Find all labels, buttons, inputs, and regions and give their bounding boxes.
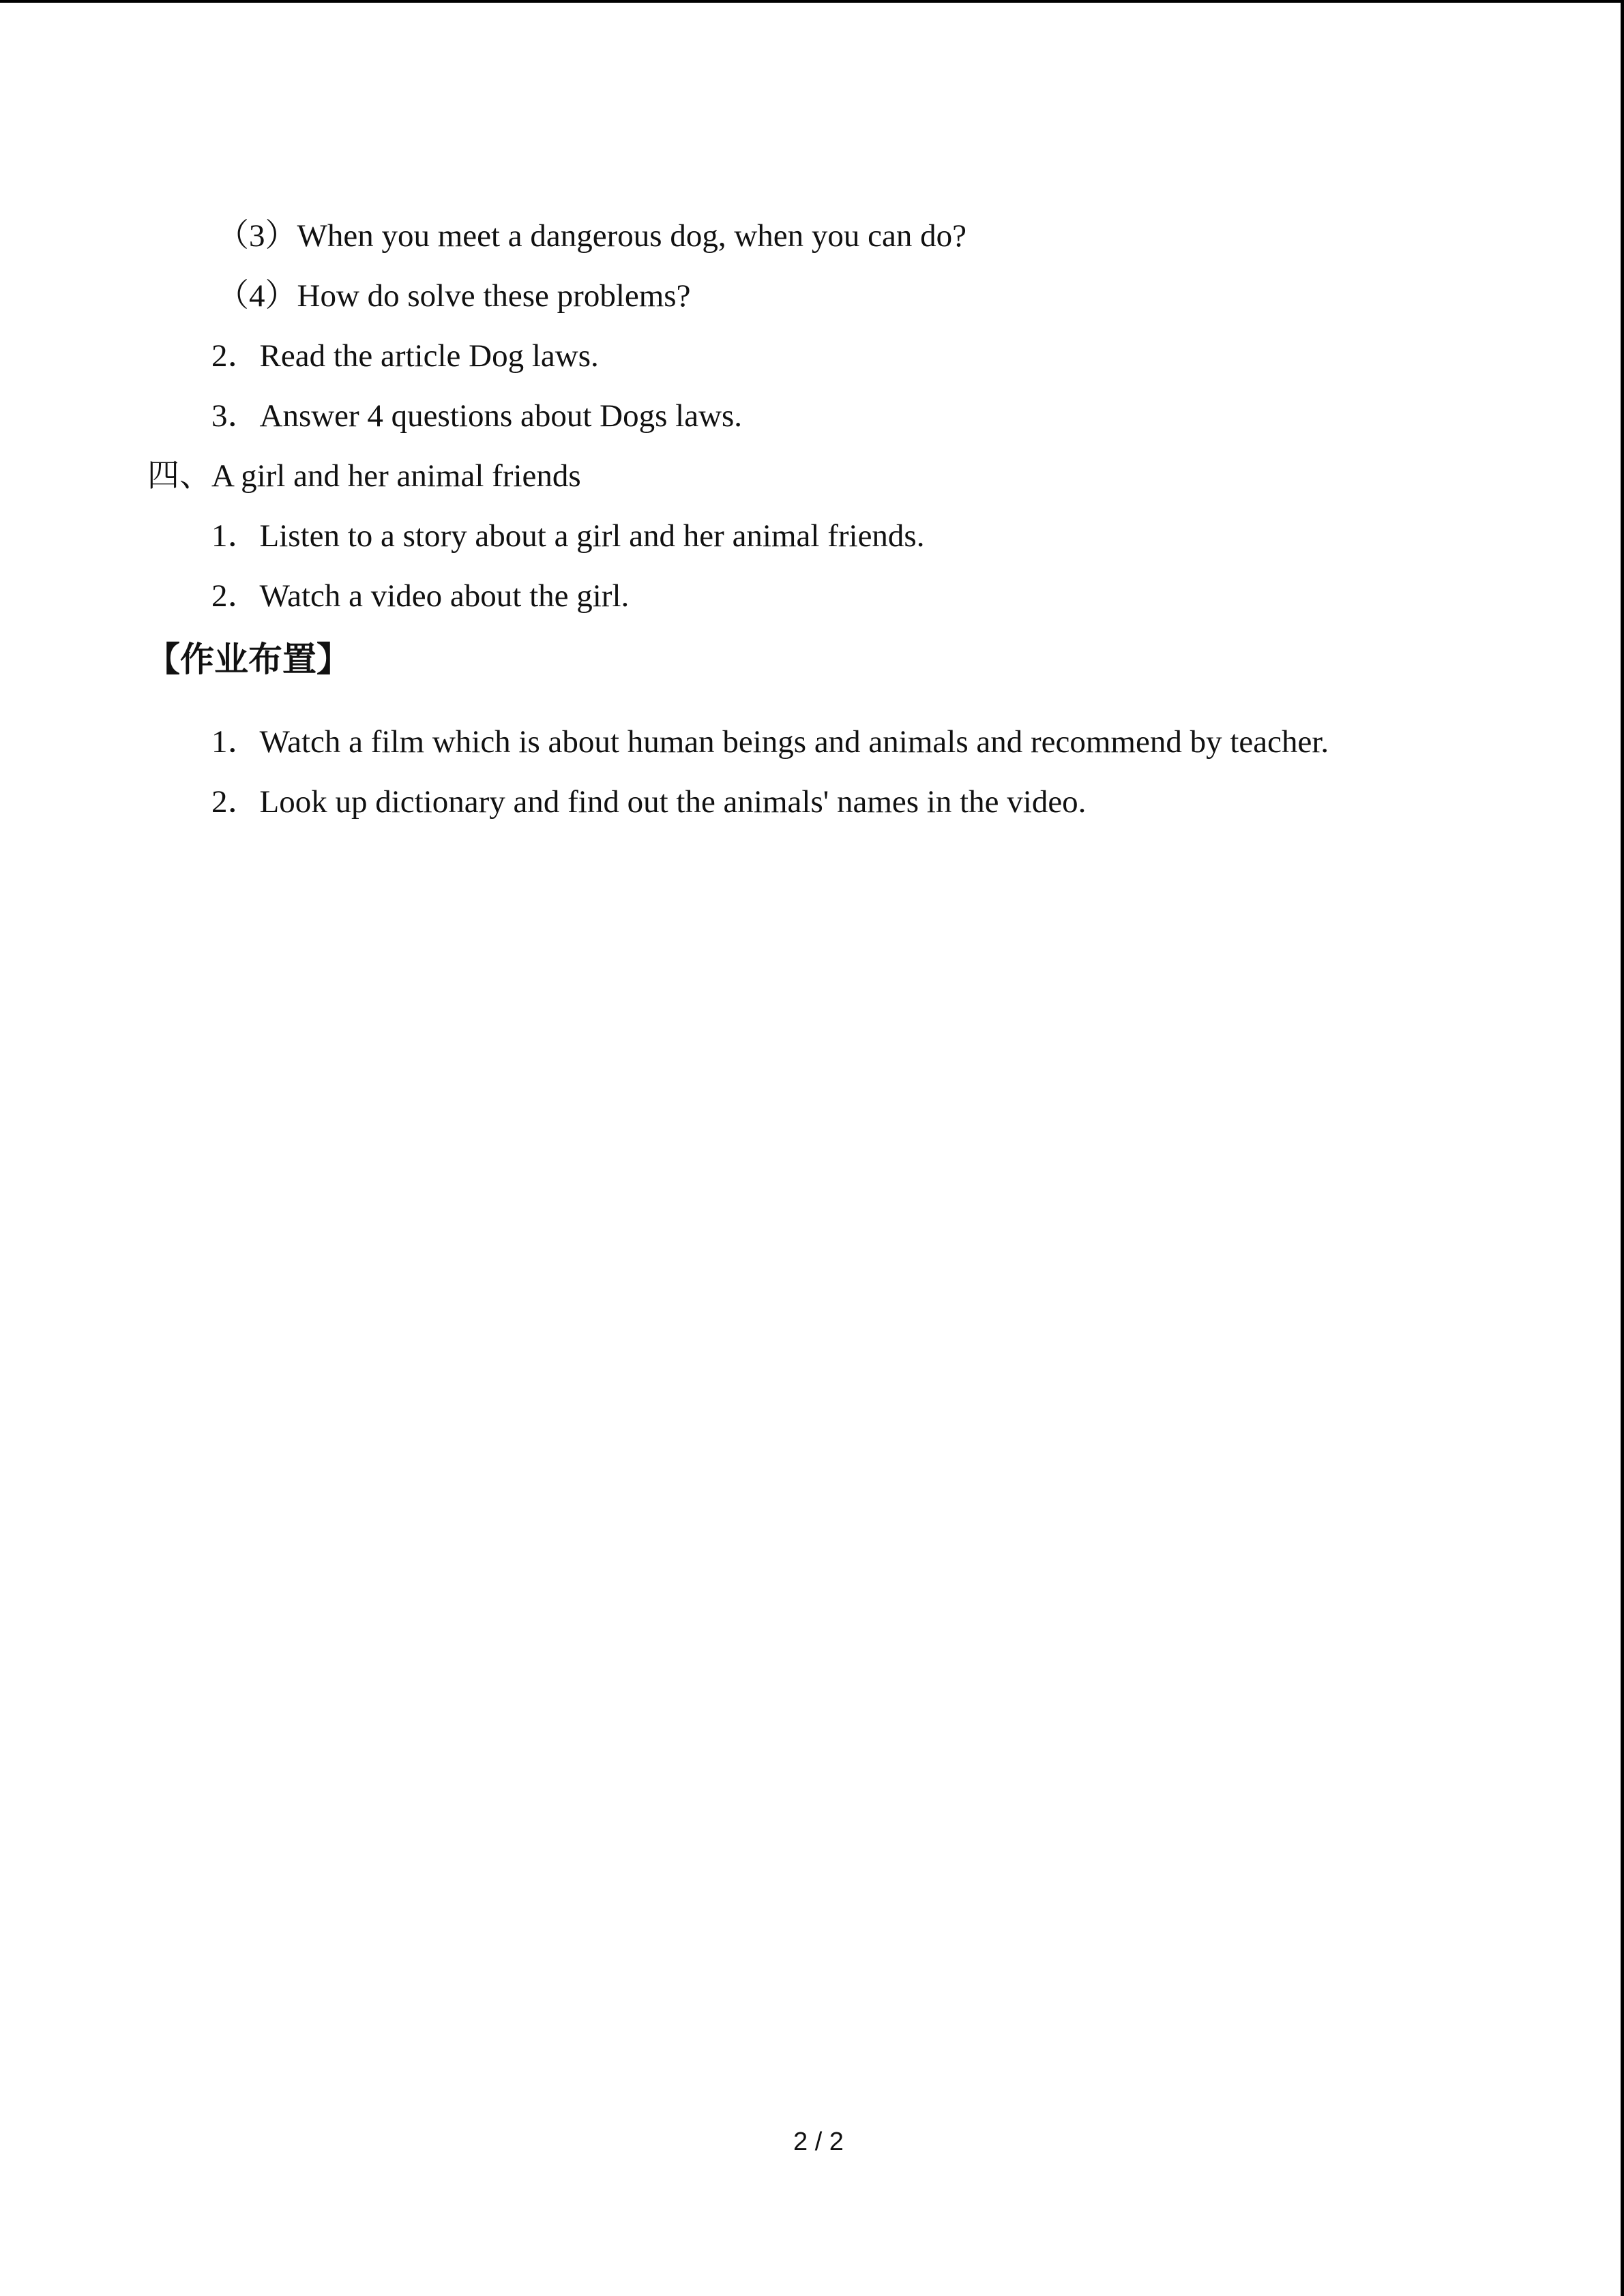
section-heading-four: 四、A girl and her animal friends: [147, 458, 581, 494]
homework-heading: 【作业布置】: [146, 640, 351, 679]
step-item-2: 2．Read the article Dog laws.: [211, 338, 599, 374]
homework-item-1: 1．Watch a film which is about human beings and animals and recommend by teacher.: [211, 724, 1329, 760]
page-border-right: [1621, 0, 1624, 2296]
step-item-3: 3．Answer 4 questions about Dogs laws.: [211, 398, 743, 434]
question-item-4: （4）How do solve these problems?: [217, 278, 691, 314]
page-number: 2 / 2: [793, 2128, 844, 2156]
section-four-item-2: 2．Watch a video about the girl.: [211, 578, 630, 614]
question-item-3: （3）When you meet a dangerous dog, when you can do?: [217, 218, 966, 254]
section-four-item-1: 1．Listen to a story about a girl and her animal friends.: [211, 518, 925, 554]
page-border-top: [0, 0, 1624, 3]
homework-item-2: 2．Look up dictionary and find out the animals' names in the video.: [211, 784, 1087, 820]
